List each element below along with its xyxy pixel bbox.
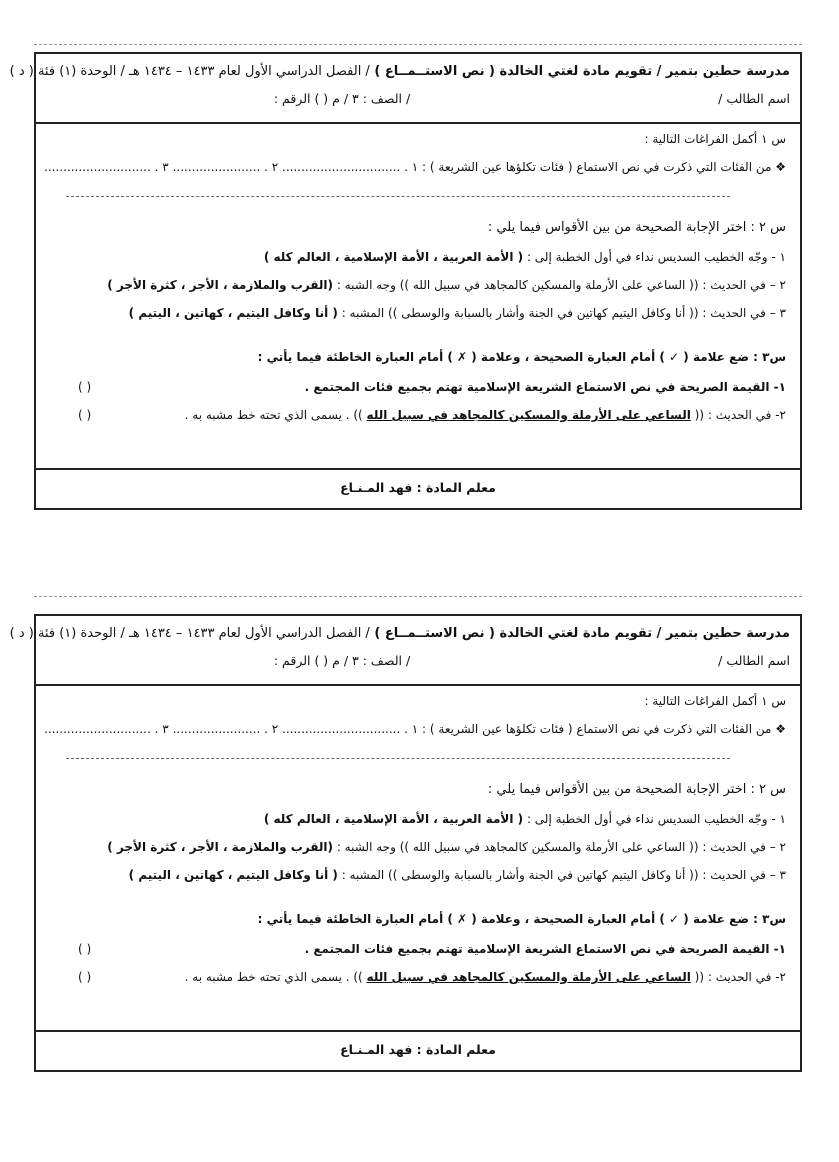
q3-item-1: ١- القيمة الصريحة في نص الاستماع الشريعة الإسلامية تهتم بجميع فئات المجتمع . bbox=[304, 380, 786, 394]
q2-title: س ٢ : اختر الإجابة الصحيحة من بين الأقواس فيما يلي : bbox=[487, 782, 786, 797]
q3-item-2: ٢- في الحديث : (( الساعي على الأرملة والمسكين كالمجاهد في سبيل الله )) . يسمى الذي تحته خط مشبه به . bbox=[184, 408, 786, 422]
q2-item-1: ١ - وجّه الخطيب السديس نداء في أول الخطبة إلى : ( الأمة العربية ، الأمة الإسلامية ، العالم كله ) bbox=[263, 250, 786, 264]
worksheet-header bbox=[9, 616, 800, 686]
q3-item-1: ١- القيمة الصريحة في نص الاستماع الشريعة الإسلامية تهتم بجميع فئات المجتمع . bbox=[304, 942, 786, 956]
top-cut-line bbox=[34, 44, 802, 45]
teacher-footer: معلم المادة : فهد المـنـاع bbox=[36, 468, 800, 508]
q1-title: س ١ أكمل الفراغات التالية : bbox=[644, 694, 786, 708]
q1-item: ❖ من الفئات التي ذكرت في نص الاستماع ( فئات تكلؤها عين الشريعة ) : ١ . ............................... ٢ . ....................... ٣ . ............................ bbox=[44, 160, 786, 174]
answer-line bbox=[66, 758, 730, 759]
term-info: / الفصل الدراسي الأول لعام ١٤٣٣ – ١٤٣٤ هـ / الوحدة (١) فئة ( د ) bbox=[9, 626, 370, 641]
q3-title: س٣ : ضع علامة ( ✓ ) أمام العبارة الصحيحة ، وعلامة ( ✗ ) أمام العبارة الخاطئة فيما يأتي : bbox=[257, 912, 786, 926]
answer-parens[interactable]: ( ) bbox=[78, 380, 92, 394]
grade-label: / الصف : ٣ / م ( ) الرقم : bbox=[273, 653, 411, 668]
worksheet-header bbox=[9, 54, 800, 124]
answer-parens[interactable]: ( ) bbox=[78, 942, 92, 956]
q1-item: ❖ من الفئات التي ذكرت في نص الاستماع ( فئات تكلؤها عين الشريعة ) : ١ . ............................... ٢ . ....................... ٣ . ............................ bbox=[44, 722, 786, 736]
answer-parens[interactable]: ( ) bbox=[78, 970, 92, 984]
q2-item-1: ١ - وجّه الخطيب السديس نداء في أول الخطبة إلى : ( الأمة العربية ، الأمة الإسلامية ، العالم كله ) bbox=[263, 812, 786, 826]
worksheet-1 bbox=[9, 52, 802, 510]
student-name-label: اسم الطالب / bbox=[718, 653, 790, 668]
answer-line bbox=[66, 196, 730, 197]
worksheet-body bbox=[36, 686, 800, 1030]
worksheet-body bbox=[36, 124, 800, 468]
term-info: / الفصل الدراسي الأول لعام ١٤٣٣ – ١٤٣٤ هـ / الوحدة (١) فئة ( د ) bbox=[9, 64, 370, 79]
q1-title: س ١ أكمل الفراغات التالية : bbox=[644, 132, 786, 146]
grade-label: / الصف : ٣ / م ( ) الرقم : bbox=[273, 91, 411, 106]
worksheet-2 bbox=[9, 614, 802, 1072]
answer-parens[interactable]: ( ) bbox=[78, 408, 92, 422]
school-title: مدرسة حطين بتمير / تقويم مادة لغتي الخالدة ( نص الاستــمــاع ) bbox=[374, 626, 790, 641]
q3-item-2: ٢- في الحديث : (( الساعي على الأرملة والمسكين كالمجاهد في سبيل الله )) . يسمى الذي تحته خط مشبه به . bbox=[184, 970, 786, 984]
school-title: مدرسة حطين بتمير / تقويم مادة لغتي الخالدة ( نص الاستــمــاع ) bbox=[374, 64, 790, 79]
teacher-footer: معلم المادة : فهد المـنـاع bbox=[36, 1030, 800, 1070]
student-name-label: اسم الطالب / bbox=[718, 91, 790, 106]
q2-item-2: ٢ – في الحديث : (( الساعي على الأرملة والمسكين كالمجاهد في سبيل الله )) وجه الشبه : (القرب والملازمة ، الأجر ، كثرة الأجر ) bbox=[107, 278, 786, 292]
q3-title: س٣ : ضع علامة ( ✓ ) أمام العبارة الصحيحة ، وعلامة ( ✗ ) أمام العبارة الخاطئة فيما يأتي : bbox=[257, 350, 786, 364]
q2-item-2: ٢ – في الحديث : (( الساعي على الأرملة والمسكين كالمجاهد في سبيل الله )) وجه الشبه : (القرب والملازمة ، الأجر ، كثرة الأجر ) bbox=[107, 840, 786, 854]
q2-item-3: ٣ – في الحديث : (( أنا وكافل اليتيم كهاتين في الجنة وأشار بالسبابة والوسطى )) المشبه : ( أنا وكافل اليتيم ، كهاتين ، اليتيم ) bbox=[128, 868, 786, 882]
middle-cut-line bbox=[34, 596, 802, 597]
q2-title: س ٢ : اختر الإجابة الصحيحة من بين الأقواس فيما يلي : bbox=[487, 220, 786, 235]
q2-item-3: ٣ – في الحديث : (( أنا وكافل اليتيم كهاتين في الجنة وأشار بالسبابة والوسطى )) المشبه : ( أنا وكافل اليتيم ، كهاتين ، اليتيم ) bbox=[128, 306, 786, 320]
